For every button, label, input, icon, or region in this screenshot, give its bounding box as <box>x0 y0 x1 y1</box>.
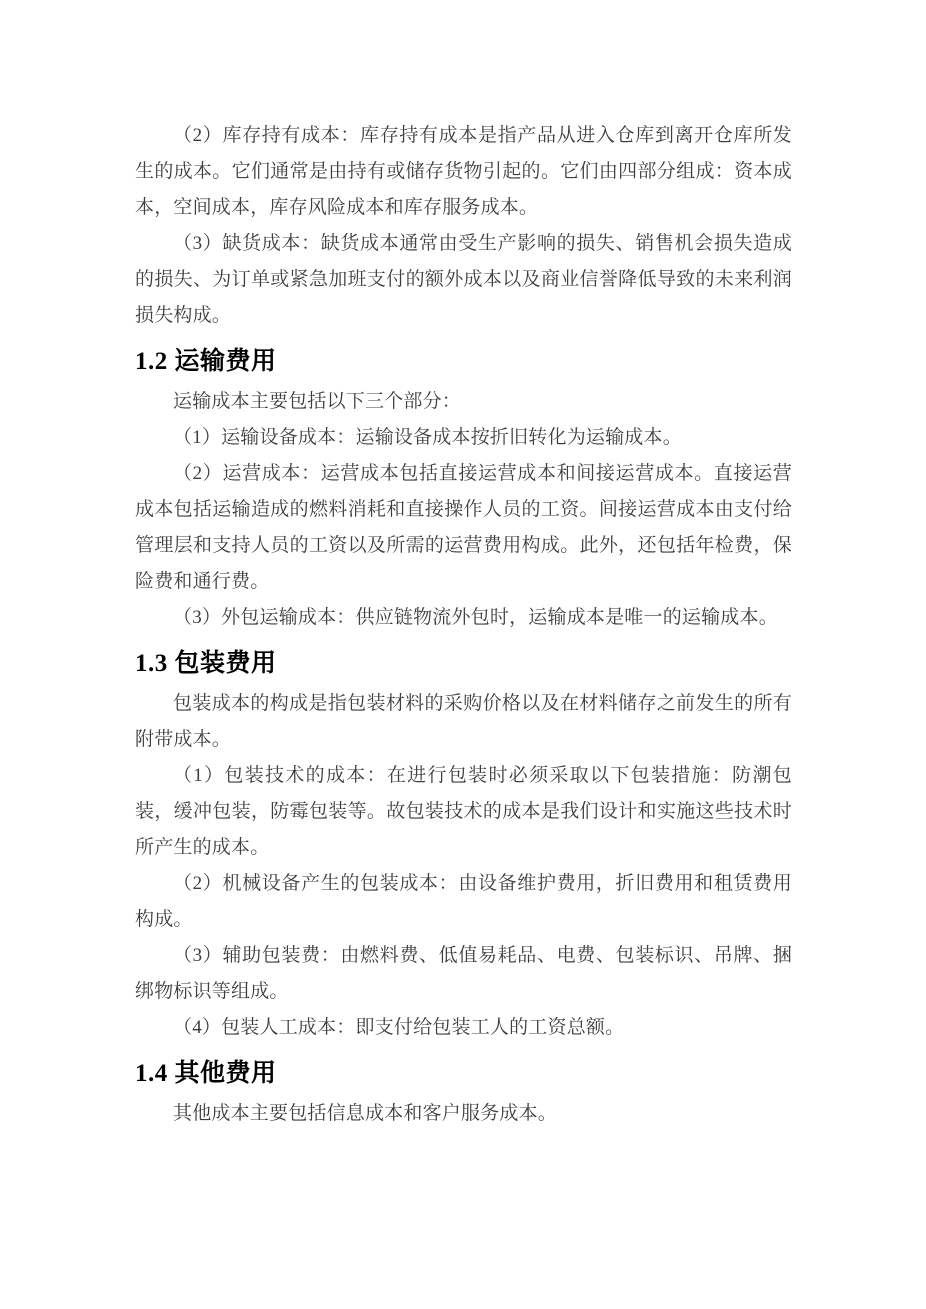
paragraph-packaging-labor-cost: （4）包装人工成本：即支付给包装工人的工资总额。 <box>173 1017 625 1038</box>
paragraph-stockout-cost: （3）缺货成本：缺货成本通常由受生产影响的损失、销售机会损失造成的损失、为订单或紧急加班支付的额外成本以及商业信誉降低导致的未来利润损失构成。 <box>135 233 792 326</box>
paragraph-packaging-machinery-cost: （2）机械设备产生的包装成本：由设备维护费用，折旧费用和租赁费用构成。 <box>135 873 792 930</box>
paragraph-transport-outsourcing-cost: （3）外包运输成本：供应链物流外包时，运输成本是唯一的运输成本。 <box>173 607 778 628</box>
paragraph-transport-operating-cost: （2）运营成本：运营成本包括直接运营成本和间接运营成本。直接运营成本包括运输造成的燃料消耗和直接操作人员的工资。间接运营成本由支付给管理层和支持人员的工资以及所需的运营费用构成。此外，还包括年检费，保险费和通行费。 <box>135 463 792 592</box>
paragraph-other-cost: 其他成本主要包括信息成本和客户服务成本。 <box>173 1103 558 1124</box>
paragraph-packaging-auxiliary-cost: （3）辅助包装费：由燃料费、低值易耗品、电费、包装标识、吊牌、捆绑物标识等组成。 <box>135 945 792 1002</box>
paragraph-transport-equipment-cost: （1）运输设备成本：运输设备成本按折旧转化为运输成本。 <box>173 427 682 448</box>
paragraph-packaging-technique-cost: （1）包装技术的成本：在进行包装时必须采取以下包装措施：防潮包装，缓冲包装，防霉包装等。故包装技术的成本是我们设计和实施这些技术时所产生的成本。 <box>135 765 792 858</box>
section-heading-1-3-packaging-cost: 1.3 包装费用 <box>135 650 277 677</box>
section-heading-1-2-transport-cost: 1.2 运输费用 <box>135 348 277 375</box>
paragraph-transport-intro: 运输成本主要包括以下三个部分： <box>173 391 462 412</box>
section-heading-1-4-other-cost: 1.4 其他费用 <box>135 1060 277 1087</box>
paragraph-inventory-holding-cost: （2）库存持有成本：库存持有成本是指产品从进入仓库到离开仓库所发生的成本。它们通常是由持有或储存货物引起的。它们由四部分组成：资本成本，空间成本，库存风险成本和库存服务成本。 <box>135 125 792 218</box>
paragraph-packaging-intro: 包装成本的构成是指包装材料的采购价格以及在材料储存之前发生的所有附带成本。 <box>135 693 792 750</box>
